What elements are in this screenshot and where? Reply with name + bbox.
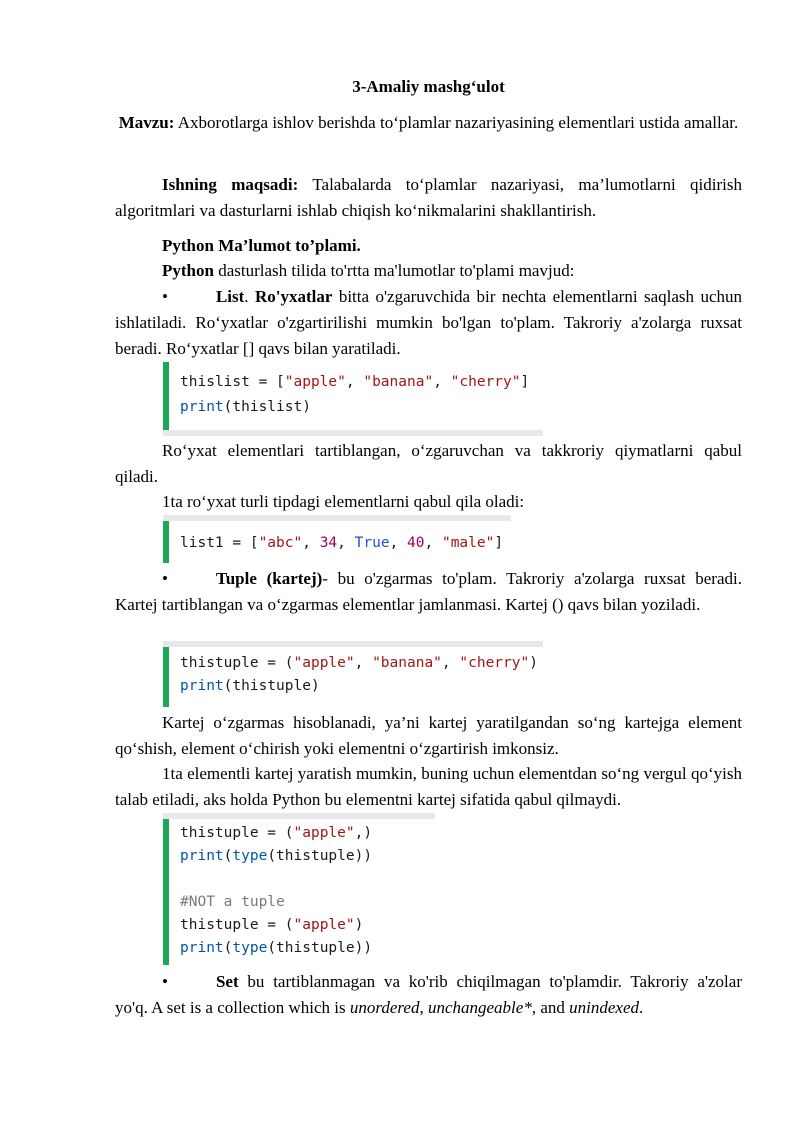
set-unordered: unordered (349, 998, 420, 1017)
code-line: print(type(thistuple)) (180, 940, 373, 956)
set-item-text: bu tartiblanmagan va ko'rib chiqilmagan to'plamdir. Takroriy a'zolar yo'q. A set is a collection which is (115, 972, 742, 1017)
tuple-paragraph-2: 1ta elementli kartej yaratish mumkin, buning uchun elementdan so‘ng vergul qo‘yish talab etiladi, aks holda Python bu elementni kartej sifatida qabul qilmaydi. (115, 764, 742, 809)
list-paragraph-1: Ro‘yxat elementlari tartiblangan, o‘zgaruvchan va takkroriy qiymatlarni qabul qiladi. (115, 441, 742, 486)
set-unindexed: unindexed (569, 998, 639, 1017)
list-bullet-item (115, 284, 742, 362)
code-accent-bar (163, 362, 169, 436)
list-paragraph-2: 1ta ro‘yxat turli tipdagi elementlarni qabul qila oladi: (162, 492, 525, 511)
code-block-tuple (163, 641, 543, 707)
code-comment-line: #NOT a tuple (180, 894, 285, 910)
tuple-bullet-item (115, 566, 742, 618)
topic-label: Mavzu: (118, 113, 175, 132)
list-term: List (215, 287, 245, 306)
code-block-list1 (163, 515, 511, 563)
goal-label: Ishning maqsadi: (162, 175, 299, 194)
royxatlar-term: Ro'yxatlar (254, 287, 333, 306)
topic-text: Axborotlarga ishlov berishda to‘plamlar nazariyasining elementlari ustida amallar. (174, 113, 739, 132)
set-bullet-item: • Set bu tartiblanmagan va ko'rib chiqilmagan to'plamdir. Takroriy a'zolar yo'q. A set is a collection which is unordered, unchangeable*, and unindexed. (115, 972, 742, 1017)
code-block-list (163, 362, 543, 436)
page-title: 3-Amaliy mashg‘ulot (352, 77, 505, 96)
goal-text: Talabalarda to‘plamlar nazariyasi, ma’lumotlarni qidirish algoritmlari va dasturlarni ishlab chiqish ko‘nikmalarini shakllantirish. (115, 175, 742, 220)
set-unchangeable: unchangeable* (427, 998, 532, 1017)
bullet-dot: • (162, 287, 168, 306)
code-line: thistuple = ("apple") (180, 917, 364, 933)
section-heading: Python Ma’lumot to’plami. (162, 236, 361, 255)
code-line: list1 = ["abc", 34, True, 40, "male"] (180, 535, 504, 551)
topic-paragraph (115, 110, 742, 136)
set-term: Set (215, 972, 239, 991)
tuple-term: Tuple (kartej) (215, 569, 323, 588)
code-line: print(thislist) (180, 399, 311, 415)
code-accent-bar (163, 515, 169, 563)
code-accent-bar (163, 813, 169, 965)
tuple-item-text: - bu o'zgarmas to'plam. Takroriy a'zolarga ruxsat beradi. Kartej tartiblangan va o‘zgarmas elementlar jamlanmasi. Kartej () qavs bilan yoziladi. (115, 569, 742, 614)
tuple-paragraph-1: Kartej o‘zgarmas hisoblanadi, ya’ni kartej yaratilgandan so‘ng kartejga element qo‘shish, element o‘chirish yoki elementni o‘zgartirish imkonsiz. (115, 713, 742, 758)
bullet-dot: • (162, 569, 168, 588)
code-line: thislist = ["apple", "banana", "cherry"] (180, 374, 530, 390)
code-block-single-tuple (163, 813, 435, 965)
list-sep: . (244, 287, 255, 306)
code-line: thistuple = ("apple",) (180, 825, 373, 841)
intro-python-word: Python (162, 261, 214, 280)
code-accent-bar (163, 641, 169, 707)
intro-paragraph (115, 258, 742, 284)
code-line: print(thistuple) (180, 678, 320, 694)
code-line: thistuple = ("apple", "banana", "cherry") (180, 655, 538, 671)
bullet-dot: • (162, 972, 168, 991)
goal-paragraph (115, 172, 742, 224)
code-line: print(type(thistuple)) (180, 848, 373, 864)
intro-text: dasturlash tilida to'rtta ma'lumotlar to'plami mavjud: (213, 261, 575, 280)
list-item-text: bitta o'zgaruvchida bir nechta elementlarni saqlash uchun ishlatiladi. Ro‘yxatlar o'zgartirilishi mumkin bo'lgan to'plam. Takroriy a'zolarga ruxsat beradi. Ro‘yxatlar [] qavs bilan yaratiladi. (115, 287, 742, 358)
